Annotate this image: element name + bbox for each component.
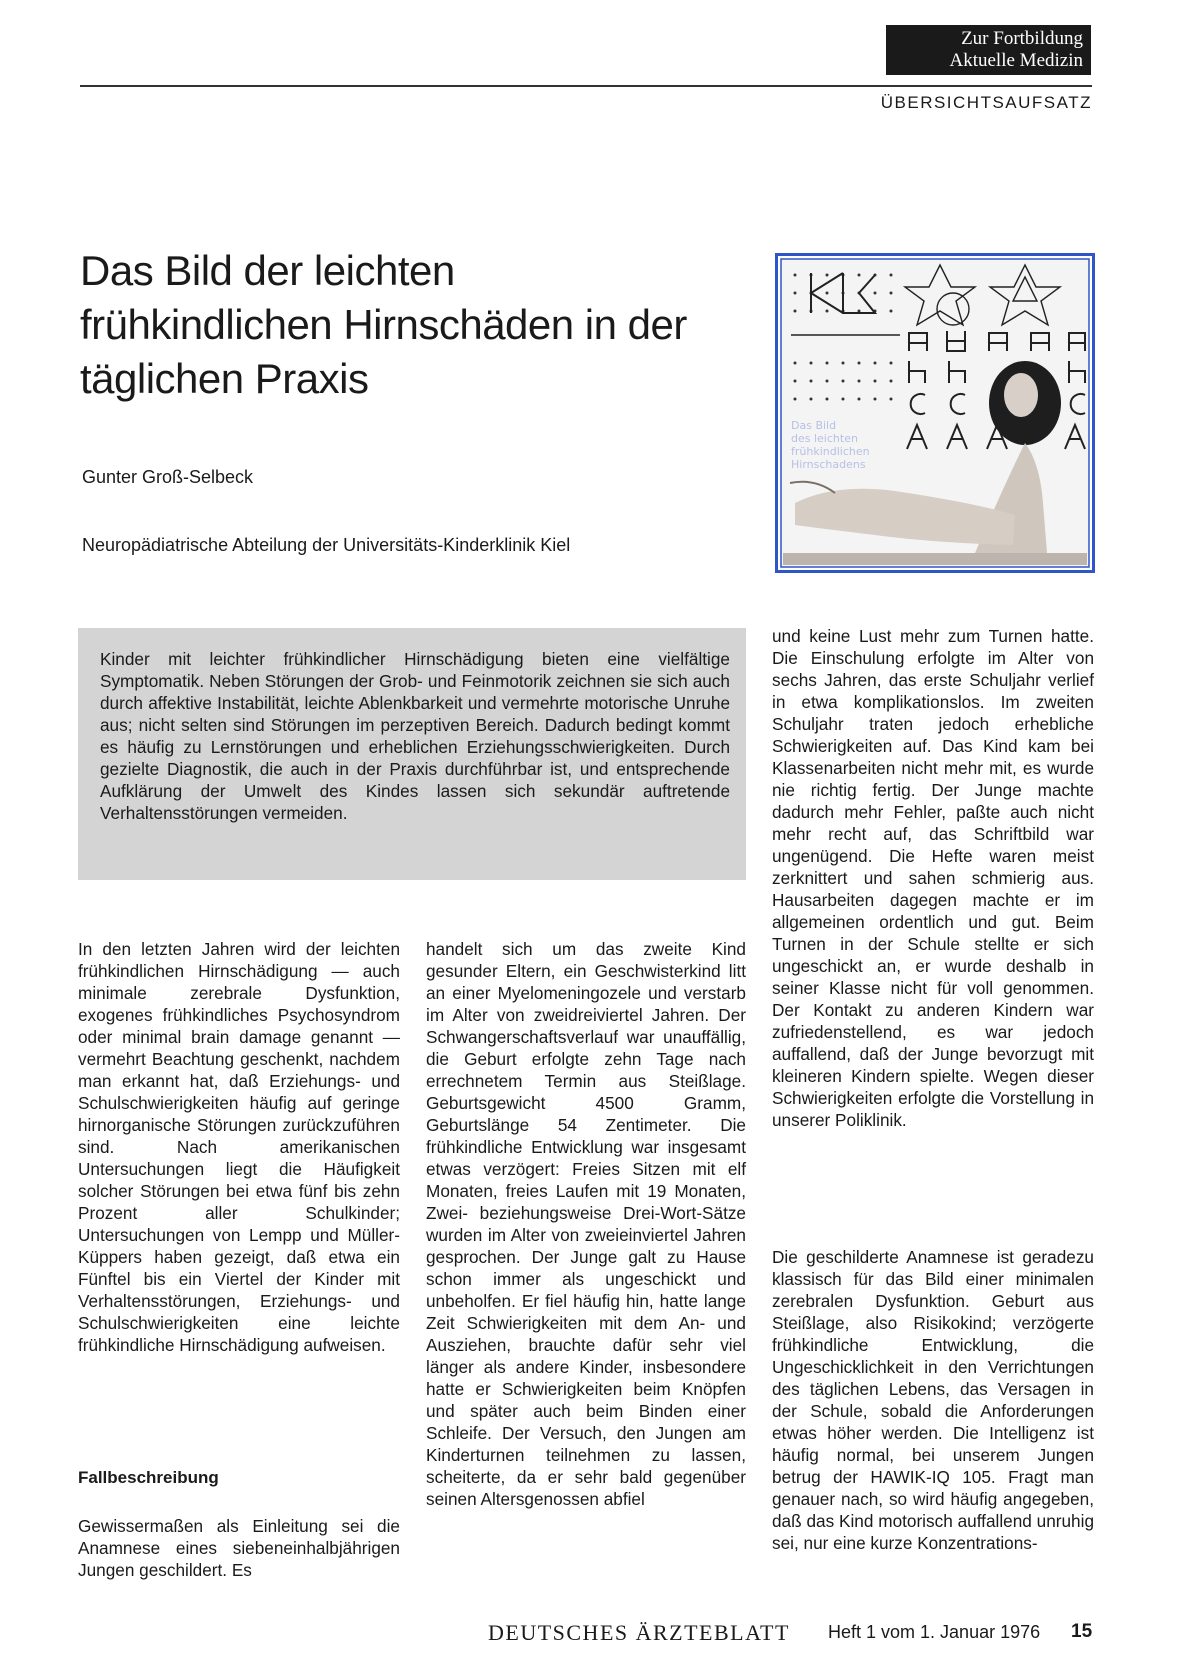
body-column-3 — [772, 625, 1094, 1131]
issue-info: Heft 1 vom 1. Januar 1976 — [828, 1622, 1041, 1642]
cover-caption-line: des leichten — [791, 432, 858, 445]
discussion-paragraph: Die geschilderte Anamnese ist geradezu klassisch für das Bild einer minimalen zerebralen Dysfunktion. Geburt aus Steißlage, also Risikokind; verzögerte frühkindliche Entwicklung, die Ungeschicklichkeit in den Verrichtungen des täglichen Lebens, das Versagen in der Schule, sobald die Anforderungen etwas höher werden. Die Intelligenz ist häufig normal, bei unserem Jungen betrug der HAWIK-IQ 105. Fragt man genauer nach, so wird häufig angegeben, daß das Kind motorisch auffallend unruhig sei, nur eine kurze Konzentrations- — [772, 1247, 1094, 1553]
school-paragraph: und keine Lust mehr zum Turnen hatte. Die Einschulung erfolgte im Alter von sechs Jahren, das erste Schuljahr verlief in etwa komplikationslos. Im zweiten Schuljahr traten jedoch erhebliche Schwierigkeiten auf. Das Kind kam bei Klassenarbeiten nicht mehr mit, es wurde nie richtig fertig. Der Junge machte dadurch mehr Fehler, paßte auch nicht mehr recht auf, das Schriftbild war ungenügend. Die Hefte waren meist zerknittert und sahen schmierig aus. Hausarbeiten dagegen machte er im allgemeinen ordentlich und gut. Beim Turnen in der Schule stellte er sich ungeschickt an, er wurde deshalb in seiner Klasse nicht für voll genommen. Der Kontakt zu anderen Kindern war zufriedenstellend, es war jedoch auffallend, daß der Junge bevorzugt mit kleineren Kindern spielte. Wegen dieser Schwierigkeiten erfolgte die Vorstellung in unserer Poliklinik. — [772, 626, 1094, 1130]
header-rule — [80, 85, 1092, 87]
series-badge — [886, 25, 1091, 75]
cover-caption-line: frühkindlichen — [791, 445, 870, 458]
page-number: 15 — [1071, 1621, 1093, 1642]
badge-line-2: Aktuelle Medizin — [949, 50, 1083, 71]
body-column-3-discussion — [772, 1246, 1094, 1554]
cover-caption-line: Hirnschadens — [791, 458, 866, 471]
body-column-2 — [426, 938, 746, 1510]
section-heading: Fallbeschreibung — [78, 1468, 219, 1487]
case-paragraph: Gewissermaßen als Einleitung sei die Anamnese eines siebeneinhalbjährigen Jungen geschildert. Es — [78, 1516, 400, 1580]
journal-name: DEUTSCHES ÄRZTEBLATT — [488, 1620, 790, 1645]
section-label: ÜBERSICHTSAUFSATZ — [880, 93, 1092, 112]
abstract-box — [78, 628, 746, 880]
badge-line-1: Zur Fortbildung — [961, 28, 1083, 49]
author-name: Gunter Groß-Selbeck — [82, 467, 254, 487]
author-affiliation: Neuropädiatrische Abteilung der Universitäts-Kinderklinik Kiel — [82, 535, 571, 555]
abstract-text: Kinder mit leichter frühkindlicher Hirnschädigung bieten eine vielfältige Symptomatik. Neben Störungen der Grob- und Feinmotorik zeichnen sie sich auch durch affektive Instabilität, leichte Ablenkbarkeit und vermehrte motorische Unruhe aus; nicht selten sind Störungen im perzeptiven Bereich. Dadurch bedingt kommt es häufig zu Lernstörungen und erheblichen Erziehungsschwierigkeiten. Durch gezielte Diagnostik, die auch in der Praxis durchführbar ist, und entsprechende Aufklärung der Umwelt des Kindes lassen sich sekundär auftretende Verhaltensstörungen vermeiden. — [100, 649, 730, 823]
cover-caption-line: Das Bild — [791, 419, 837, 432]
body-column-1 — [78, 938, 400, 1356]
article-title: Das Bild der leichten frühkindlichen Hirnschäden in der täglichen Praxis — [80, 247, 687, 402]
case-history-paragraph: handelt sich um das zweite Kind gesunder Eltern, ein Geschwisterkind litt an einer Myelomeningozele und verstarb im Alter von zweidreiviertel Jahren. Der Schwangerschaftsverlauf war unauffällig, die Geburt erfolgte zehn Tage nach errechnetem Termin aus Steißlage. Geburtsgewicht 4500 Gramm, Geburtslänge 54 Zentimeter. Die frühkindliche Entwicklung war insgesamt etwas verzögert: Freies Sitzen mit elf Monaten, freies Laufen mit 19 Monaten, Zwei- beziehungsweise Drei-Wort-Sätze wurden im Alter von zweieinviertel Jahren gesprochen. Der Junge galt zu Hause schon immer als ungeschickt und unbeholfen. Er fiel häufig hin, hatte lange Zeit Schwierigkeiten mit dem An- und Ausziehen, brauchte dafür sehr viel länger als andere Kinder, insbesondere hatte er Schwierigkeiten beim Knöpfen und später auch beim Binden einer Schleife. Der Versuch, den Jungen am Kinderturnen teilnehmen zu lassen, scheiterte, da er sehr bald gegenüber seinen Altersgenossen abfiel — [426, 939, 746, 1509]
body-column-1-case — [78, 1515, 400, 1581]
cover-illustration — [775, 253, 1095, 573]
intro-paragraph: In den letzten Jahren wird der leichten frühkindlichen Hirnschädigung — auch minimale zerebrale Dysfunktion, exogenes frühkindliches Psychosyndrom oder minimal brain damage genannt — vermehrt Beachtung geschenkt, nachdem man erkannt hat, daß Erziehungs- und Schulschwierigkeiten häufig auf geringe hirnorganische Störungen zurückzuführen sind. Nach amerikanischen Untersuchungen liegt die Häufigkeit solcher Störungen bei etwa fünf bis zehn Prozent aller Schulkinder; Untersuchungen von Lempp und Müller-Küppers haben gezeigt, daß etwa ein Fünftel bis ein Viertel der Kinder mit Verhaltensstörungen, Erziehungs- und Schulschwierigkeiten eine leichte frühkindliche Hirnschädigung aufweisen. — [78, 939, 400, 1355]
